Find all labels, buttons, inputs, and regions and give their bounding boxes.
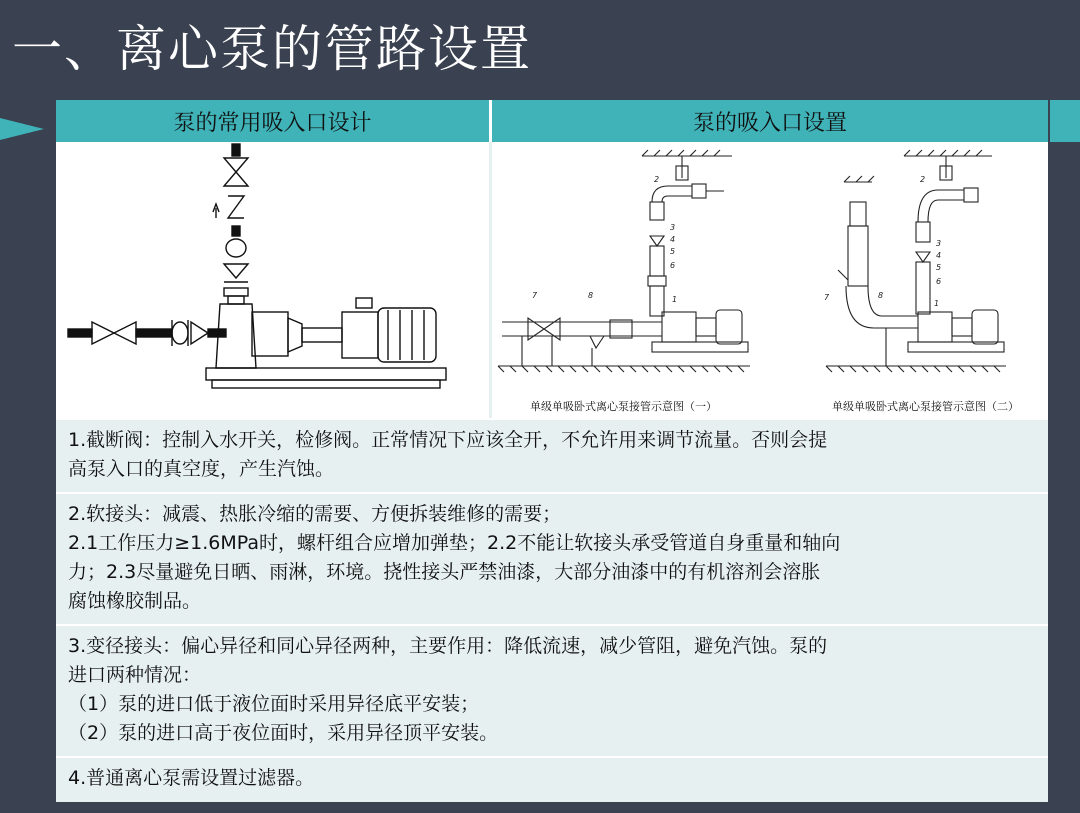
text-line: 1.截断阀：控制入水开关，检修阀。正常情况下应该全开，不允许用来调节流量。否则会提 (68, 429, 828, 451)
diagram-caption-2: 单级单吸卧式离心泵接管示意图（二） (832, 400, 1019, 413)
slide-title: 一、离心泵的管路设置 (12, 20, 532, 78)
header-suction-design: 泵的常用吸入口设计 (56, 100, 492, 142)
part-number: 6 (936, 277, 942, 286)
suction-setup-drawing (492, 142, 1048, 418)
section-shutoff-valve (56, 418, 1048, 492)
part-number: 2 (920, 175, 926, 184)
pump-inlet-drawing (56, 142, 489, 418)
text-line: 力；2.3尽量避免日晒、雨淋，环境。挠性接头严禁油漆，大部分油漆中的有机溶剂会溶胀 (68, 561, 821, 583)
text-line: 腐蚀橡胶制品。 (68, 590, 202, 612)
diagram-caption-1: 单级单吸卧式离心泵接管示意图（一） (530, 400, 717, 413)
text-line: 2.软接头：减震、热胀冷缩的需要、方便拆装维修的需要； (68, 503, 562, 525)
part-number: 8 (588, 291, 594, 300)
figure-row (56, 142, 1048, 418)
part-number: 3 (670, 223, 676, 232)
text-line: 3.变径接头：偏心异径和同心异径两种，主要作用：降低流速，减少管阻，避免汽蚀。泵的 (68, 635, 828, 657)
content-panel (56, 100, 1048, 802)
part-number: 8 (878, 291, 884, 300)
part-number: 3 (936, 239, 942, 248)
part-number: 4 (670, 235, 676, 244)
right-accent-bar (1050, 100, 1080, 142)
part-number: 5 (670, 247, 676, 256)
text-line: 4.普通离心泵需设置过滤器。 (68, 767, 315, 789)
part-number: 1 (934, 299, 940, 308)
text-line: （1）泵的进口低于液位面时采用异径底平安装； (68, 693, 480, 715)
text-line: （2）泵的进口高于夜位面时，采用异径顶平安装。 (68, 722, 499, 744)
left-accent-arrow (0, 118, 44, 140)
section-filter (56, 756, 1048, 801)
suction-setup-diagrams (492, 142, 1048, 418)
part-number: 4 (936, 251, 942, 260)
header-suction-setup: 泵的吸入口设置 (492, 100, 1048, 142)
part-number: 1 (672, 295, 678, 304)
text-line: 2.1工作压力≥1.6MPa时，螺杆组合应增加弹垫；2.2不能让软接头承受管道自身重量和轴向 (68, 532, 841, 554)
text-line: 进口两种情况： (68, 664, 202, 686)
text-line: 高泵入口的真空度，产生汽蚀。 (68, 458, 335, 480)
part-number: 7 (824, 293, 830, 302)
section-reducer-joint (56, 624, 1048, 756)
part-number: 2 (654, 175, 660, 184)
pump-inlet-diagram (56, 142, 492, 418)
part-number: 7 (532, 291, 538, 300)
part-number: 6 (670, 261, 676, 270)
part-number: 5 (936, 263, 942, 272)
section-flexible-joint (56, 492, 1048, 624)
header-row (56, 100, 1048, 142)
